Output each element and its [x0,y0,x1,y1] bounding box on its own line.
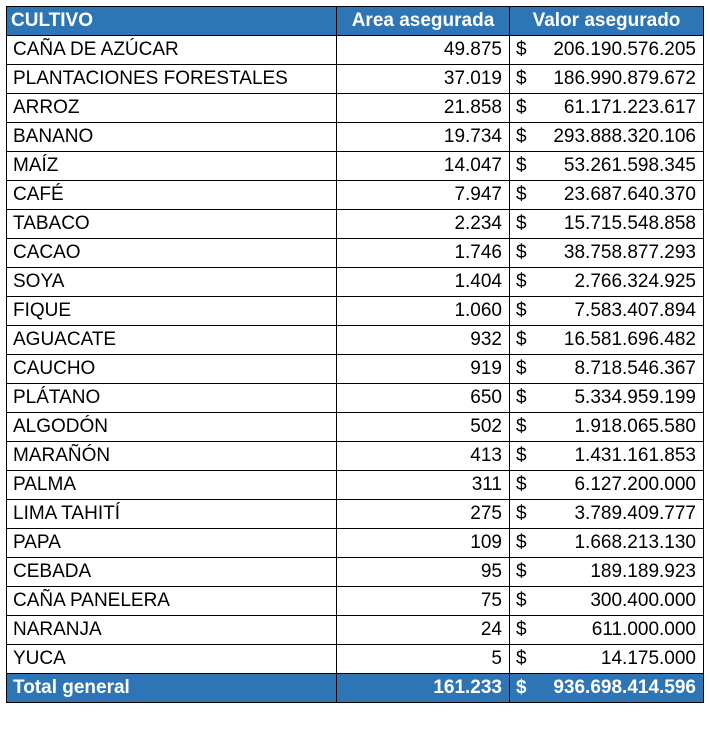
crop-cell: PAPA [7,529,337,558]
currency-cell: $ [510,645,540,674]
crop-cell: BANANO [7,123,337,152]
total-label: Total general [7,674,337,703]
area-cell: 275 [337,500,510,529]
currency-cell: $ [510,65,540,94]
value-cell: 186.990.879.672 [540,65,704,94]
currency-cell: $ [510,268,540,297]
value-cell: 6.127.200.000 [540,471,704,500]
crop-cell: CEBADA [7,558,337,587]
area-cell: 1.404 [337,268,510,297]
total-value: 936.698.414.596 [540,674,704,703]
area-cell: 49.875 [337,36,510,65]
crop-cell: NARANJA [7,616,337,645]
currency-cell: $ [510,355,540,384]
value-cell: 38.758.877.293 [540,239,704,268]
crop-cell: AGUACATE [7,326,337,355]
currency-cell: $ [510,529,540,558]
value-cell: 1.668.213.130 [540,529,704,558]
table-row [7,181,704,210]
crop-cell: FIQUE [7,297,337,326]
crop-cell: CAÑA PANELERA [7,587,337,616]
crop-cell: CAUCHO [7,355,337,384]
area-cell: 413 [337,442,510,471]
value-cell: 189.189.923 [540,558,704,587]
crop-cell: SOYA [7,268,337,297]
crop-cell: CACAO [7,239,337,268]
table-row [7,645,704,674]
area-cell: 7.947 [337,181,510,210]
area-cell: 14.047 [337,152,510,181]
table-row [7,239,704,268]
table-row [7,355,704,384]
table-header-row [7,7,704,36]
currency-cell: $ [510,500,540,529]
value-cell: 293.888.320.106 [540,123,704,152]
total-area: 161.233 [337,674,510,703]
currency-cell: $ [510,587,540,616]
value-cell: 2.766.324.925 [540,268,704,297]
currency-cell: $ [510,152,540,181]
crop-cell: YUCA [7,645,337,674]
area-cell: 5 [337,645,510,674]
area-cell: 24 [337,616,510,645]
value-cell: 15.715.548.858 [540,210,704,239]
currency-cell: $ [510,210,540,239]
total-row [7,674,704,703]
table-row [7,94,704,123]
header-crop: CULTIVO [7,7,337,36]
table-row [7,413,704,442]
table-row [7,500,704,529]
crop-cell: PALMA [7,471,337,500]
currency-cell: $ [510,36,540,65]
table-row [7,123,704,152]
area-cell: 21.858 [337,94,510,123]
area-cell: 109 [337,529,510,558]
crop-cell: PLANTACIONES FORESTALES [7,65,337,94]
area-cell: 37.019 [337,65,510,94]
insured-crops-table [6,6,704,703]
header-area: Area asegurada [337,7,510,36]
crop-cell: MARAÑÓN [7,442,337,471]
table-row [7,297,704,326]
crop-cell: PLÁTANO [7,384,337,413]
table-row [7,558,704,587]
table-row [7,36,704,65]
currency-cell: $ [510,326,540,355]
value-cell: 8.718.546.367 [540,355,704,384]
table-row [7,471,704,500]
currency-cell: $ [510,413,540,442]
currency-cell: $ [510,123,540,152]
table-row [7,65,704,94]
currency-cell: $ [510,616,540,645]
value-cell: 53.261.598.345 [540,152,704,181]
value-cell: 3.789.409.777 [540,500,704,529]
table-row [7,616,704,645]
crop-cell: MAÍZ [7,152,337,181]
currency-cell: $ [510,384,540,413]
value-cell: 300.400.000 [540,587,704,616]
value-cell: 16.581.696.482 [540,326,704,355]
currency-cell: $ [510,297,540,326]
table-row [7,268,704,297]
value-cell: 5.334.959.199 [540,384,704,413]
crop-cell: TABACO [7,210,337,239]
table-row [7,326,704,355]
area-cell: 95 [337,558,510,587]
crop-cell: LIMA TAHITÍ [7,500,337,529]
area-cell: 650 [337,384,510,413]
crop-cell: CAÑA DE AZÚCAR [7,36,337,65]
currency-cell: $ [510,94,540,123]
area-cell: 75 [337,587,510,616]
table-row [7,152,704,181]
value-cell: 1.918.065.580 [540,413,704,442]
currency-cell: $ [510,471,540,500]
header-value: Valor asegurado [510,7,704,36]
crop-cell: CAFÉ [7,181,337,210]
area-cell: 1.746 [337,239,510,268]
value-cell: 206.190.576.205 [540,36,704,65]
currency-cell: $ [510,239,540,268]
crop-cell: ARROZ [7,94,337,123]
currency-cell: $ [510,558,540,587]
value-cell: 611.000.000 [540,616,704,645]
area-cell: 311 [337,471,510,500]
area-cell: 19.734 [337,123,510,152]
value-cell: 61.171.223.617 [540,94,704,123]
area-cell: 2.234 [337,210,510,239]
total-currency: $ [510,674,540,703]
area-cell: 1.060 [337,297,510,326]
table-row [7,442,704,471]
area-cell: 502 [337,413,510,442]
currency-cell: $ [510,442,540,471]
value-cell: 23.687.640.370 [540,181,704,210]
crop-cell: ALGODÓN [7,413,337,442]
value-cell: 1.431.161.853 [540,442,704,471]
table-row [7,210,704,239]
table-row [7,587,704,616]
table-row [7,384,704,413]
value-cell: 14.175.000 [540,645,704,674]
area-cell: 932 [337,326,510,355]
table-row [7,529,704,558]
currency-cell: $ [510,181,540,210]
area-cell: 919 [337,355,510,384]
value-cell: 7.583.407.894 [540,297,704,326]
